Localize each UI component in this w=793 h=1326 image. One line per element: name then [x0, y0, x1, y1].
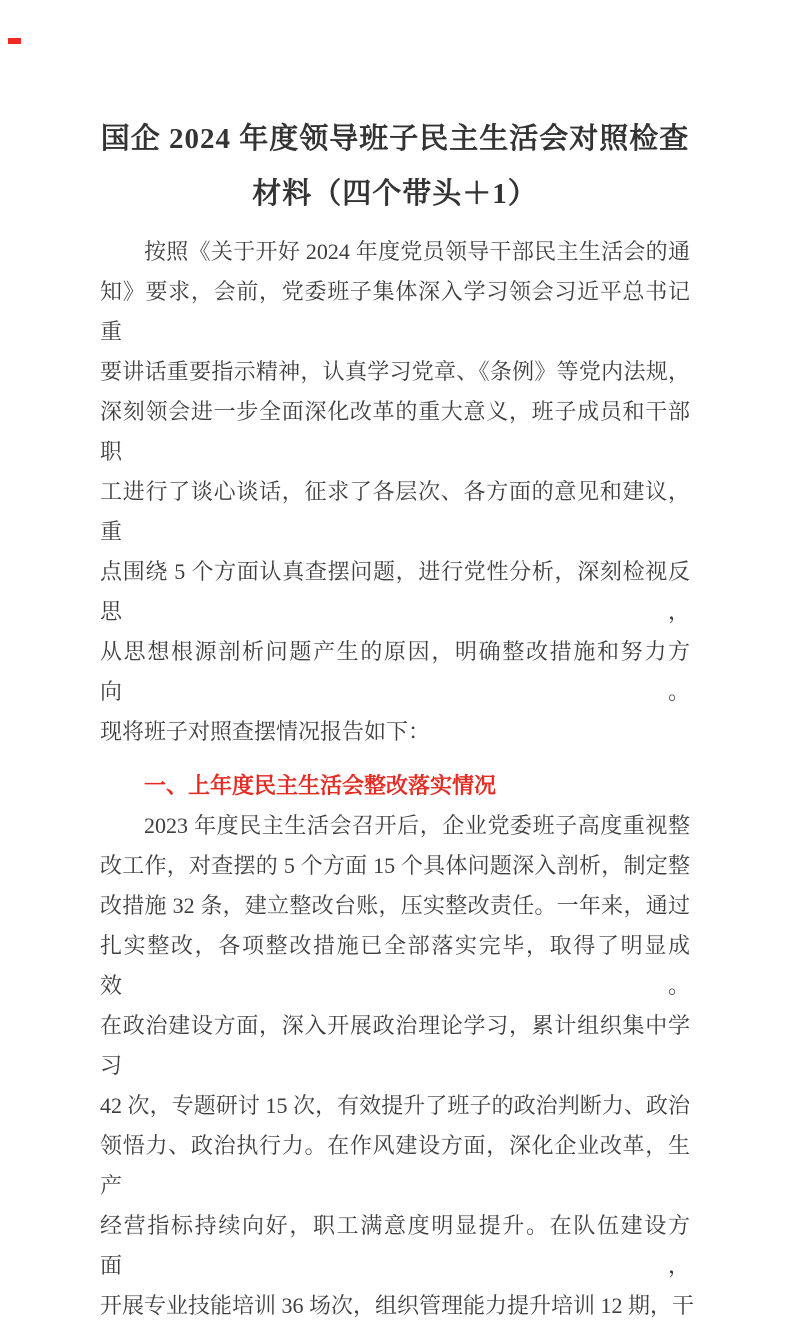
section-heading-1: 一、上年度民主生活会整改落实情况 [144, 773, 497, 798]
text-line: 点围绕 5 个方面认真查摆问题，进行党性分析，深刻检视反思， [100, 559, 690, 624]
text-line: 2023 年度民主生活会召开后，企业党委班子高度重视整 [144, 813, 690, 838]
text-line: 改措施 32 条，建立整改台账，压实整改责任。一年来，通过 [100, 893, 690, 918]
text-line: 从思想根源剖析问题产生的原因，明确整改措施和努力方向。 [100, 639, 690, 704]
text-line: 要讲话重要指示精神，认真学习党章、《条例》等党内法规， [100, 359, 690, 384]
text-line: 按照《关于开好 2024 年度党员领导干部民主生活会的通 [144, 239, 690, 264]
document-title [100, 112, 690, 222]
text-line: 领悟力、政治执行力。在作风建设方面，深化企业改革，生产 [100, 1133, 690, 1198]
text-line: 深刻领会进一步全面深化改革的重大意义，班子成员和干部职 [100, 399, 690, 464]
text-line: 改工作，对查摆的 5 个方面 15 个具体问题深入剖析，制定整 [100, 853, 690, 878]
paragraph-intro [100, 232, 690, 752]
text-line: 在政治建设方面，深入开展政治理论学习，累计组织集中学习 [100, 1013, 690, 1078]
text-line: 42 次，专题研讨 15 次，有效提升了班子的政治判断力、政治 [100, 1093, 690, 1118]
text-line: 知》要求，会前，党委班子集体深入学习领会习近平总书记重 [100, 279, 690, 344]
text-line: 经营指标持续向好，职工满意度明显提升。在队伍建设方面， [100, 1213, 690, 1278]
corner-mark [8, 38, 21, 44]
paragraph-rectification [100, 806, 695, 1326]
text-line: 工进行了谈心谈话，征求了各层次、各方面的意见和建议，重 [100, 479, 690, 544]
text-line: 扎实整改，各项整改措施已全部落实完毕，取得了明显成效。 [100, 933, 690, 998]
text-line: 开展专业技能培训 36 场次，组织管理能力提升培训 12 期，干 [100, 1293, 695, 1318]
text-line: 国企 2024 年度领导班子民主生活会对照检查 [100, 123, 690, 155]
text-line: 材料（四个带头＋1） [252, 178, 538, 210]
text-line: 现将班子对照查摆情况报告如下： [100, 719, 431, 744]
